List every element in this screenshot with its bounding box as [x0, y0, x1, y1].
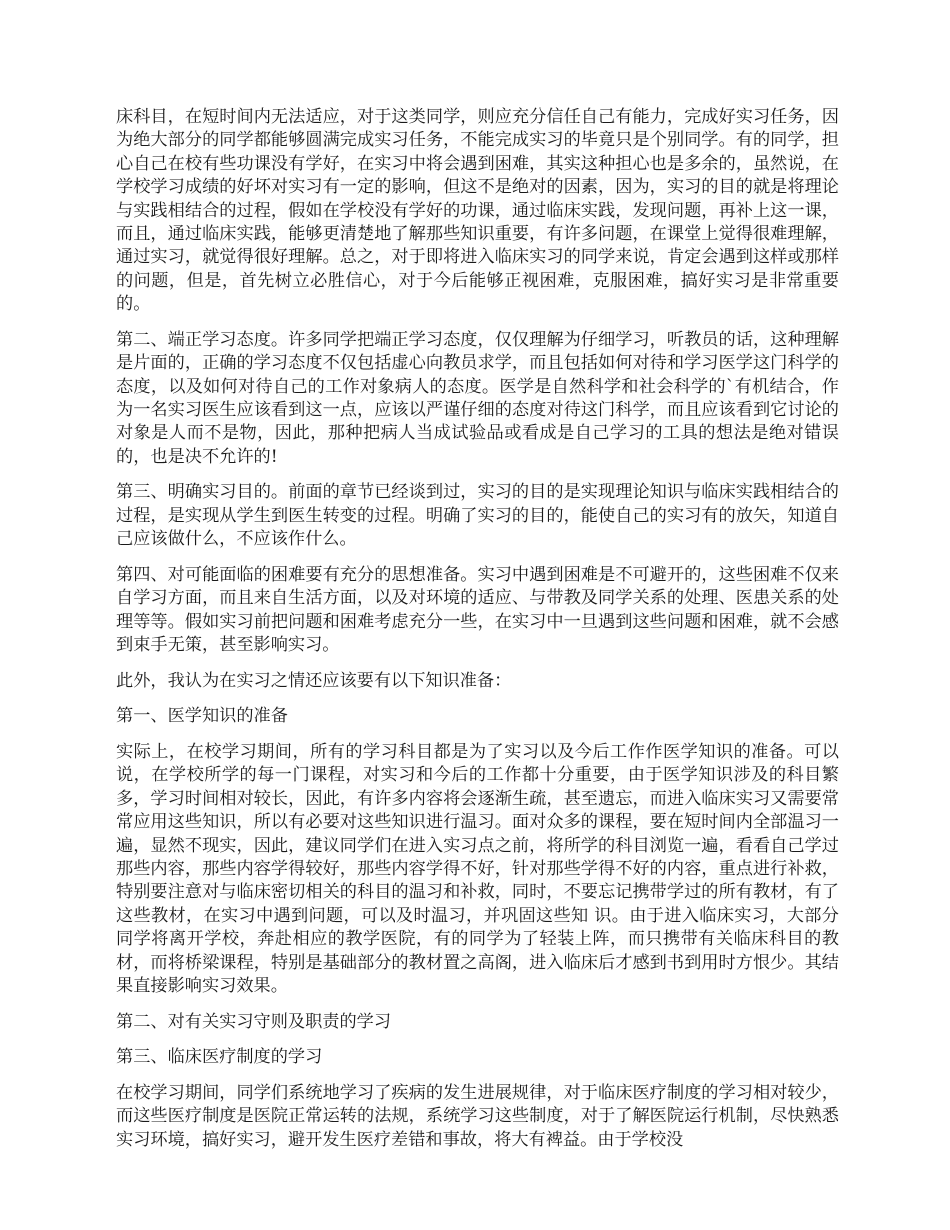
paragraph-attitude: 第二、端正学习态度。许多同学把端正学习态度，仅仅理解为仔细学习，听教员的话，这种理解是片面的，正确的学习态度不仅包括虚心向教员求学，而且包括如何对待和学习医学这门科学的态度，以及如何对待自己的工作对象病人的态度。医学是自然科学和社会科学的`有机结合，作为一名实习医生应该看到这一点，应该以严谨仔细的态度对待这门科学，而且应该看到它讨论的对象是人而不是物，因此，那种把病人当成试验品或看成是自己学习的工具的想法是绝对错误的，也是决不允许的! — [116, 329, 839, 467]
heading-medical-knowledge: 第一、医学知识的准备 — [116, 706, 288, 727]
paragraph-medical-knowledge: 实际上，在校学习期间，所有的学习科目都是为了实习以及今后工作作医学知识的准备。可以说，在学校所学的每一门课程，对实习和今后的工作都十分重要，由于医学知识涉及的科目繁多，学习时间相对较长，因此，有许多内容将会逐渐生疏，甚至遗忘，而进入临床实习又需要常常应用这些知识，所以有必要对这些知识进行温习。面对众多的课程，要在短时间内全部温习一遍，显然不现实，因此，建议同学们在进入实习点之前，将所学的科目浏览一遍，看看自己学过那些内容，那些内容学得较好，那些内容学得不好，针对那些学得不好的内容，重点进行补救，特别要注意对与临床密切相关的科目的温习和补救，同时，不要忘记携带学过的所有教材，有了这些教材，在实习中遇到问题，可以及时温习，并巩固这些知 识。由于进入临床实习，大部分同学将离开学校，奔赴相应的教学医院，有的同学为了轻装上阵，而只携带有关临床科目的教材，而将桥梁课程，特别是基础部分的教材置之高阁，进入临床后才感到书到用时方恨少。其结果直接影响实习效果。 — [116, 741, 839, 996]
paragraph-purpose: 第三、明确实习目的。前面的章节已经谈到过，实习的目的是实现理论知识与临床实践相结合的过程，是实现从学生到医生转变的过程。明确了实习的目的，能使自己的实习有的放矢，知道自己应该做什么，不应该作什么。 — [116, 482, 839, 550]
heading-rules-duties: 第二、对有关实习守则及职责的学习 — [116, 1011, 392, 1032]
document-body — [116, 106, 839, 1164]
paragraph-difficulties: 第四、对可能面临的困难要有充分的思想准备。实习中遇到困难是不可避开的，这些困难不仅来自学习方面，而且来自生活方面，以及对环境的适应、与带教及同学关系的处理、医患关系的处理等等。假如实习前把问题和困难考虑充分一些，在实习中一旦遇到这些问题和困难，就不会感到束手无策，甚至影响实习。 — [116, 564, 839, 656]
paragraph-knowledge-intro: 此外，我认为在实习之情还应该要有以下知识准备： — [116, 670, 512, 691]
paragraph-clinical-system: 在校学习期间，同学们系统地学习了疾病的发生进展规律，对于临床医疗制度的学习相对较少，而这些医疗制度是医院正常运转的法规，系统学习这些制度，对于了解医院运行机制，尽快熟悉实习环境，搞好实习，避开发生医疗差错和事故，将大有裨益。由于学校没 — [116, 1082, 839, 1150]
paragraph-intro-continuation: 床科目，在短时间内无法适应，对于这类同学，则应充分信任自己有能力，完成好实习任务，因为绝大部分的同学都能够圆满完成实习任务，不能完成实习的毕竟只是个别同学。有的同学，担心自己在校有些功课没有学好，在实习中将会遇到困难，其实这种担心也是多余的，虽然说，在学校学习成绩的好坏对实习有一定的影响，但这不是绝对的因素，因为，实习的目的就是将理论与实践相结合的过程，假如在学校没有学好的功课，通过临床实践，发现问题，再补上这一课，而且，通过临床实践，能够更清楚地了解那些知识重要，有许多问题，在课堂上觉得很难理解，通过实习，就觉得很好理解。总之，对于即将进入临床实习的同学来说，肯定会遇到这样或那样的问题，但是，首先树立必胜信心，对于今后能够正视困难，克服困难，搞好实习是非常重要的。 — [116, 107, 839, 315]
heading-clinical-system: 第三、临床医疗制度的学习 — [116, 1047, 323, 1068]
